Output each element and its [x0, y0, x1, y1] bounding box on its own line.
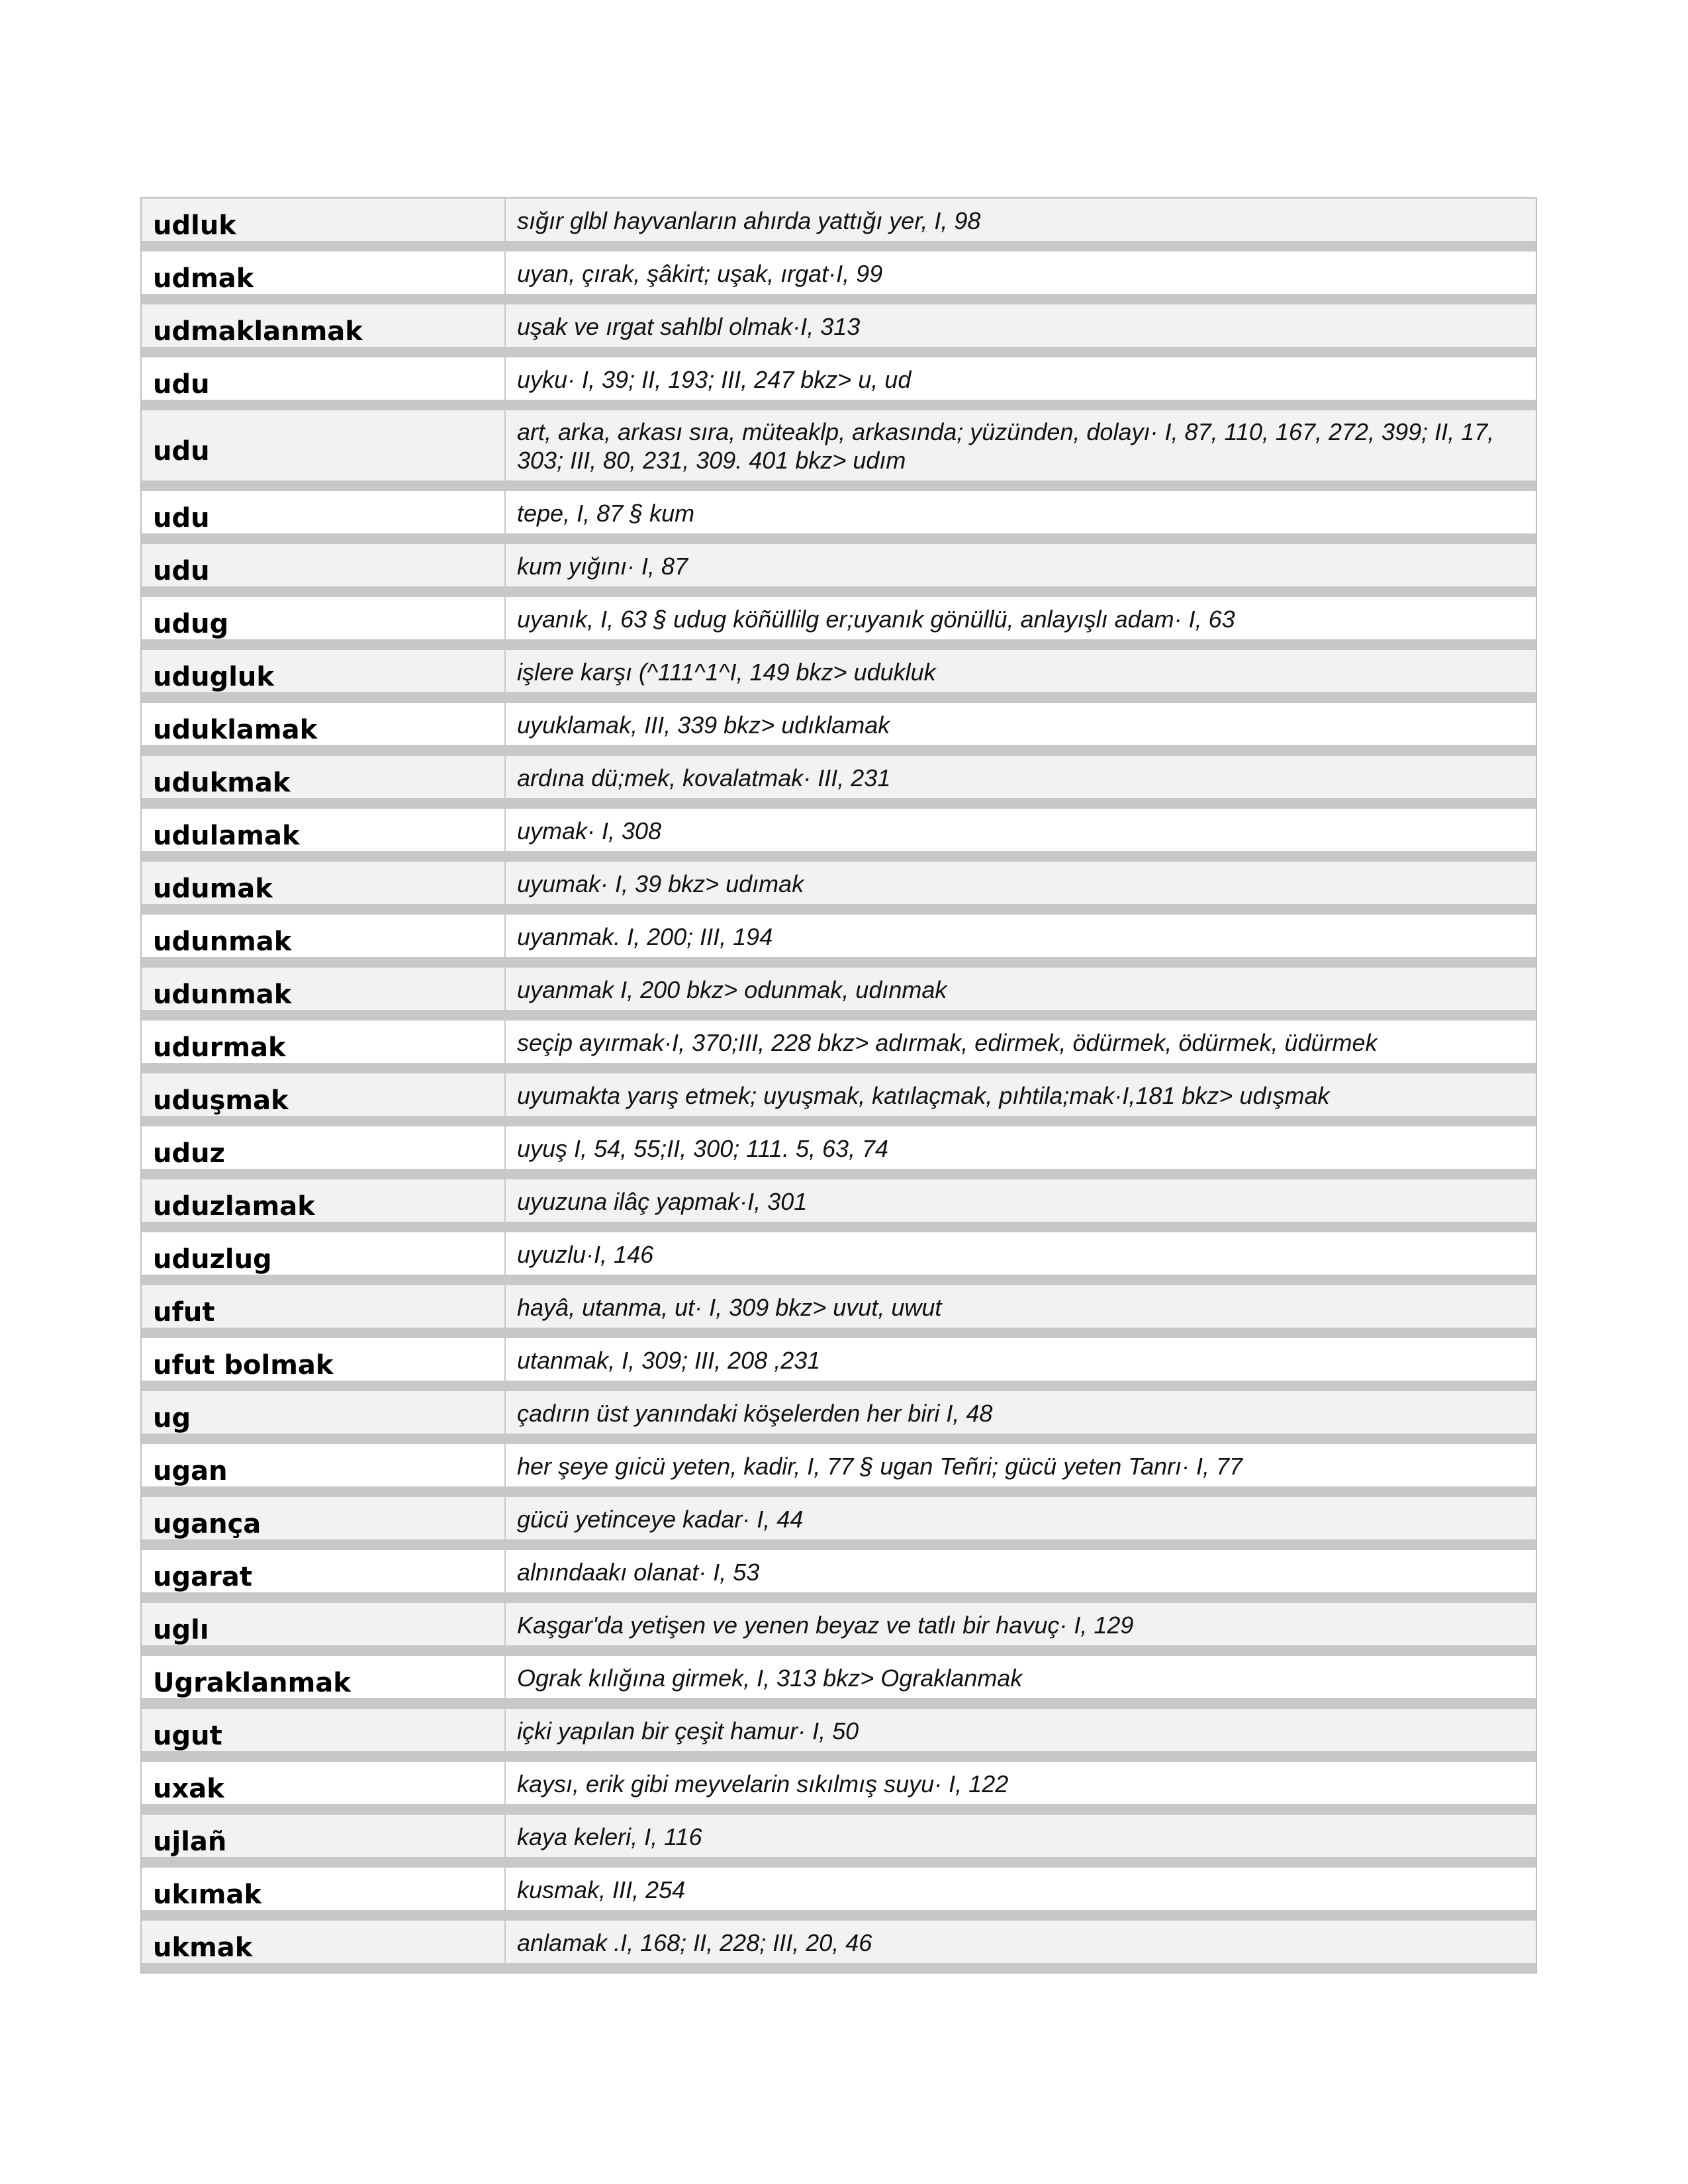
entry-definition: utanmak, I, 309; III, 208 ,231: [506, 1338, 1536, 1381]
table-row: [142, 650, 1536, 692]
entry-term: udunmak: [142, 915, 506, 957]
entry-term: udukmak: [142, 756, 506, 798]
entry-term: uxak: [142, 1762, 506, 1804]
entry-definition: gücü yetinceye kadar· I, 44: [506, 1497, 1536, 1539]
entry-definition: anlamak .I, 168; II, 228; III, 20, 46: [506, 1921, 1536, 1963]
entry-term: ugarat: [142, 1550, 506, 1592]
entry-definition: uyanmak I, 200 bkz> odunmak, udınmak: [506, 968, 1536, 1010]
entry-term: ugan: [142, 1444, 506, 1486]
table-row: [142, 1073, 1536, 1116]
entry-definition: uyuzlu·I, 146: [506, 1232, 1536, 1275]
entry-definition: her şeye gıicü yeten, kadir, I, 77 § ugan Teñri; gücü yeten Tanrı· I, 77: [506, 1444, 1536, 1486]
entry-term: ukmak: [142, 1921, 506, 1963]
entry-term: ukımak: [142, 1868, 506, 1910]
entry-definition: Ograk kılığına girmek, I, 313 bkz> Ograklanmak: [506, 1656, 1536, 1698]
table-row: [142, 199, 1536, 241]
table-row: [142, 1709, 1536, 1751]
entry-definition: hayâ, utanma, ut· I, 309 bkz> uvut, uwut: [506, 1285, 1536, 1328]
entry-term: ug: [142, 1391, 506, 1433]
entry-definition: uyanık, I, 63 § udug köñüllilg er;uyanık gönüllü, anlayışlı adam· I, 63: [506, 597, 1536, 639]
table-row: [142, 1338, 1536, 1381]
entry-term: udumak: [142, 862, 506, 904]
table-row: [142, 862, 1536, 904]
table-row: [142, 1815, 1536, 1857]
entry-definition: uyumakta yarış etmek; uyuşmak, katılaçmak, pıhtila;mak·I,181 bkz> udışmak: [506, 1073, 1536, 1116]
entry-term: udu: [142, 544, 506, 586]
entry-definition: kaya keleri, I, 116: [506, 1815, 1536, 1857]
entry-definition: kum yığını· I, 87: [506, 544, 1536, 586]
table-row: [142, 544, 1536, 586]
entry-definition: ardına dü;mek, kovalatmak· III, 231: [506, 756, 1536, 798]
table-row: [142, 1285, 1536, 1328]
table-row: [142, 1921, 1536, 1963]
table-row: [142, 756, 1536, 798]
entry-definition: çadırın üst yanındaki köşelerden her biri I, 48: [506, 1391, 1536, 1433]
entry-definition: uyuklamak, III, 339 bkz> udıklamak: [506, 703, 1536, 745]
entry-definition: Kaşgar'da yetişen ve yenen beyaz ve tatlı bir havuç· I, 129: [506, 1603, 1536, 1645]
entry-definition: seçip ayırmak·I, 370;III, 228 bkz> adırmak, edirmek, ödürmek, ödürmek, üdürmek: [506, 1021, 1536, 1063]
entry-definition: alnındaakı olanat· I, 53: [506, 1550, 1536, 1592]
entry-term: ugança: [142, 1497, 506, 1539]
entry-definition: uyku· I, 39; II, 193; III, 247 bkz> u, ud: [506, 357, 1536, 400]
table-row: [142, 1603, 1536, 1645]
table-row: [142, 1497, 1536, 1539]
entry-definition: uymak· I, 308: [506, 809, 1536, 851]
table-row: [142, 491, 1536, 533]
table-row: [142, 1126, 1536, 1169]
entry-term: udmak: [142, 251, 506, 294]
table-row: [142, 357, 1536, 400]
entry-definition: uşak ve ırgat sahlbl olmak·I, 313: [506, 304, 1536, 347]
entry-term: ugut: [142, 1709, 506, 1751]
entry-term: ufut bolmak: [142, 1338, 506, 1381]
entry-definition: işlere karşı (^111^1^I, 149 bkz> udukluk: [506, 650, 1536, 692]
entry-definition: kusmak, III, 254: [506, 1868, 1536, 1910]
entry-term: uduz: [142, 1126, 506, 1169]
dictionary-table: [140, 197, 1537, 1974]
entry-definition: art, arka, arkası sıra, müteaklp, arkasında; yüzünden, dolayı· I, 87, 110, 167, 272, 399; II, 17, 303; III, 80, 231, 309. 401 bkz> udım: [506, 410, 1536, 480]
entry-term: udurmak: [142, 1021, 506, 1063]
entry-term: uduşmak: [142, 1073, 506, 1116]
table-row: [142, 915, 1536, 957]
entry-term: Ugraklanmak: [142, 1656, 506, 1698]
entry-definition: uyumak· I, 39 bkz> udımak: [506, 862, 1536, 904]
table-row: [142, 809, 1536, 851]
entry-term: udu: [142, 491, 506, 533]
table-row: [142, 304, 1536, 347]
table-row: [142, 1444, 1536, 1486]
entry-definition: uyuzuna ilâç yapmak·I, 301: [506, 1179, 1536, 1222]
entry-term: udug: [142, 597, 506, 639]
entry-term: udugluk: [142, 650, 506, 692]
entry-term: uglı: [142, 1603, 506, 1645]
entry-term: udu: [142, 410, 506, 480]
entry-definition: uyan, çırak, şâkirt; uşak, ırgat·I, 99: [506, 251, 1536, 294]
table-row: [142, 1232, 1536, 1275]
table-row: [142, 410, 1536, 480]
entry-term: uduzlamak: [142, 1179, 506, 1222]
table-row: [142, 1179, 1536, 1222]
entry-term: uduklamak: [142, 703, 506, 745]
entry-definition: içki yapılan bir çeşit hamur· I, 50: [506, 1709, 1536, 1751]
table-row: [142, 1021, 1536, 1063]
entry-definition: uyanmak. I, 200; III, 194: [506, 915, 1536, 957]
table-row: [142, 597, 1536, 639]
table-row: [142, 1550, 1536, 1592]
entry-definition: kaysı, erik gibi meyvelarin sıkılmış suyu· I, 122: [506, 1762, 1536, 1804]
entry-term: udmaklanmak: [142, 304, 506, 347]
entry-term: ufut: [142, 1285, 506, 1328]
table-row: [142, 703, 1536, 745]
table-row: [142, 1656, 1536, 1698]
entry-term: uduzlug: [142, 1232, 506, 1275]
table-row: [142, 1762, 1536, 1804]
entry-term: udulamak: [142, 809, 506, 851]
table-row: [142, 251, 1536, 294]
entry-term: udunmak: [142, 968, 506, 1010]
table-row: [142, 968, 1536, 1010]
table-row: [142, 1391, 1536, 1433]
entry-definition: sığır glbl hayvanların ahırda yattığı yer, I, 98: [506, 199, 1536, 241]
entry-term: udu: [142, 357, 506, 400]
table-row: [142, 1868, 1536, 1910]
entry-definition: uyuş I, 54, 55;II, 300; 111. 5, 63, 74: [506, 1126, 1536, 1169]
entry-term: udluk: [142, 199, 506, 241]
entry-definition: tepe, I, 87 § kum: [506, 491, 1536, 533]
entry-term: ujlañ: [142, 1815, 506, 1857]
